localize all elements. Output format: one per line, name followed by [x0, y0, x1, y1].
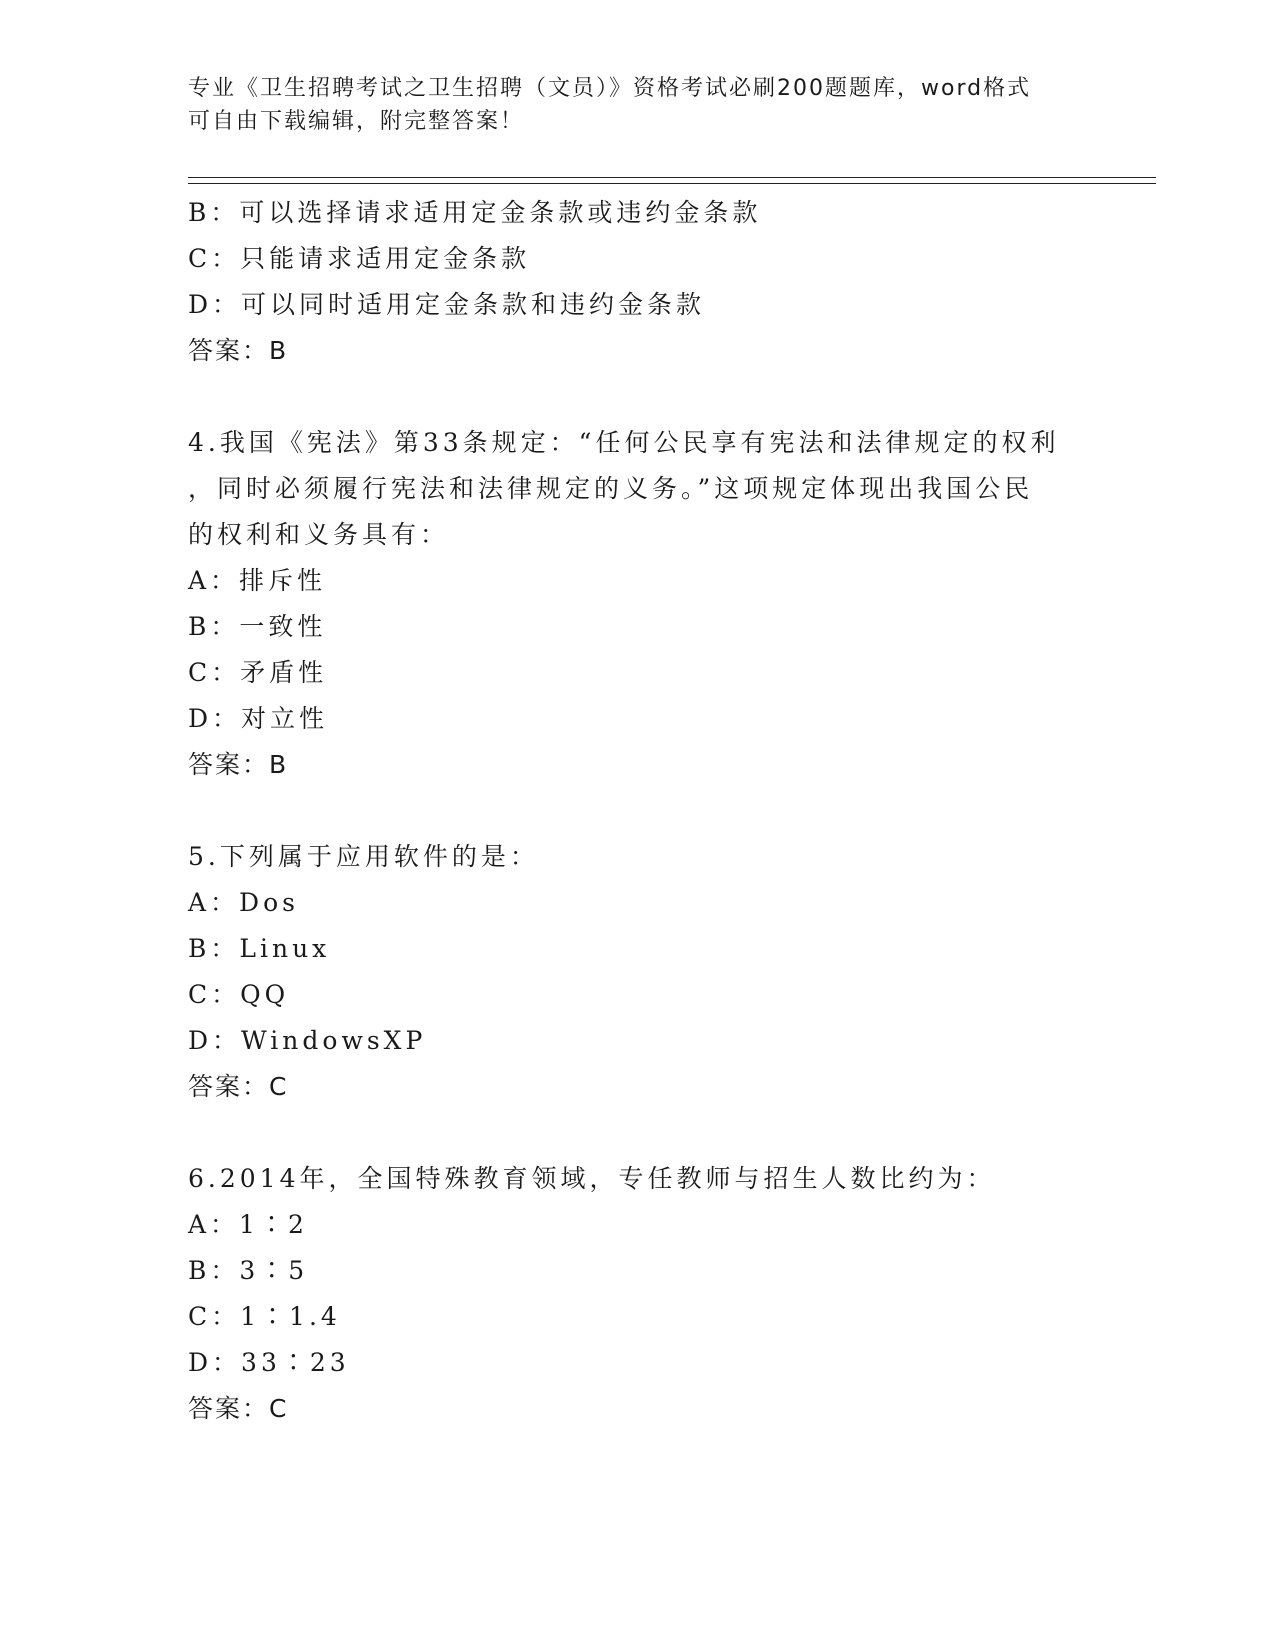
option-c: C：QQ	[188, 980, 290, 1009]
question-4	[188, 420, 1128, 788]
spacer	[188, 788, 1128, 834]
question-list	[188, 190, 1128, 1432]
answer-line: 答案：B	[188, 750, 289, 779]
header-line-1: 专业《卫生招聘考试之卫生招聘（文员）》资格考试必刷200题题库，word格式	[188, 76, 1032, 101]
option-c: C：只能请求适用定金条款	[188, 244, 531, 273]
option-c: C：1∶1.4	[188, 1302, 341, 1331]
question-5	[188, 834, 1128, 1110]
option-b: B：Linux	[188, 934, 331, 963]
option-d: D：33∶23	[188, 1348, 350, 1377]
spacer	[188, 374, 1128, 420]
question-6	[188, 1156, 1128, 1432]
option-b: B：可以选择请求适用定金条款或违约金条款	[188, 198, 762, 227]
option-d: D：对立性	[188, 704, 329, 733]
question-text-line: 4.我国《宪法》第33条规定：“任何公民享有宪法和法律规定的权利	[188, 428, 1060, 457]
question-text	[188, 420, 1128, 558]
option-b: B：一致性	[188, 612, 327, 641]
header-divider-top	[188, 177, 1156, 178]
document-header	[188, 72, 1078, 138]
spacer	[188, 1110, 1128, 1156]
option-a: A：Dos	[188, 888, 299, 917]
question-text	[188, 1156, 1128, 1202]
header-divider-bottom	[188, 183, 1156, 184]
question-3	[188, 190, 1128, 374]
option-a: A：排斥性	[188, 566, 327, 595]
question-text	[188, 834, 1128, 880]
answer-line: 答案：C	[188, 1072, 289, 1101]
question-text-line: 6.2014年，全国特殊教育领域，专任教师与招生人数比约为：	[188, 1164, 996, 1193]
header-line-2: 可自由下载编辑，附完整答案！	[188, 109, 525, 134]
question-text-line: 的权利和义务具有：	[188, 520, 450, 549]
answer-line: 答案：B	[188, 336, 289, 365]
question-text-line: 5.下列属于应用软件的是：	[188, 842, 539, 871]
option-d: D：可以同时适用定金条款和违约金条款	[188, 290, 706, 319]
option-c: C：矛盾性	[188, 658, 328, 687]
option-b: B：3∶5	[188, 1256, 309, 1285]
answer-line: 答案：C	[188, 1394, 289, 1423]
option-a: A：1∶2	[188, 1210, 308, 1239]
option-d: D：WindowsXP	[188, 1026, 427, 1055]
question-text-line: ，同时必须履行宪法和法律规定的义务。”这项规定体现出我国公民	[188, 474, 1034, 503]
